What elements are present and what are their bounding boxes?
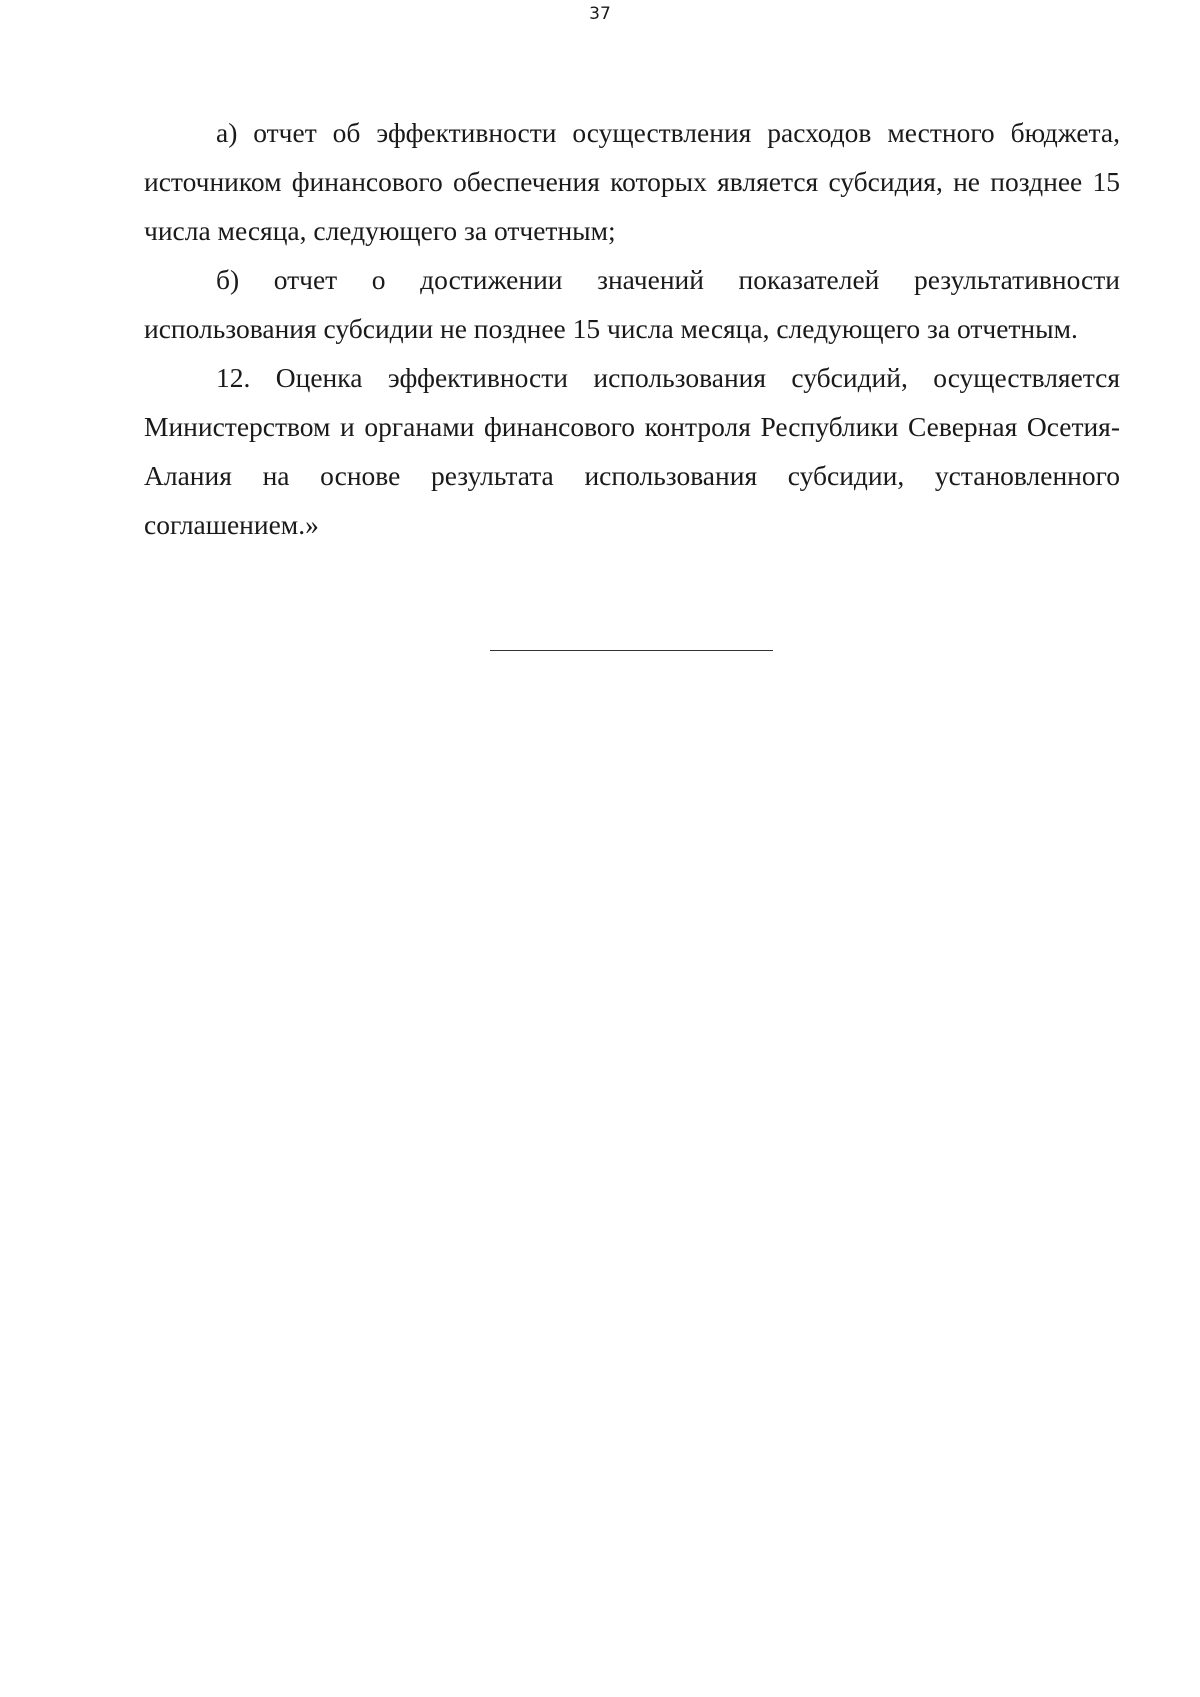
page-number: 37 bbox=[589, 4, 611, 24]
paragraph-report-indicators: б) отчет о достижении значений показателей результативности использования субсидии не позднее 15 числа месяца, следующего за отчетным. bbox=[144, 264, 1120, 344]
end-divider-line bbox=[490, 650, 773, 651]
paragraph-evaluation: 12. Оценка эффективности использования субсидий, осуществляется Министерством и органами финансового контроля Республики Северная Осетия-Алания на основе результата использования субсидии, установленного соглашением.» bbox=[144, 362, 1120, 540]
paragraph-report-efficiency: а) отчет об эффективности осуществления расходов местного бюджета, источником финансового обеспечения которых является субсидия, не позднее 15 числа месяца, следующего за отчетным; bbox=[144, 117, 1120, 246]
document-body bbox=[144, 108, 1120, 549]
